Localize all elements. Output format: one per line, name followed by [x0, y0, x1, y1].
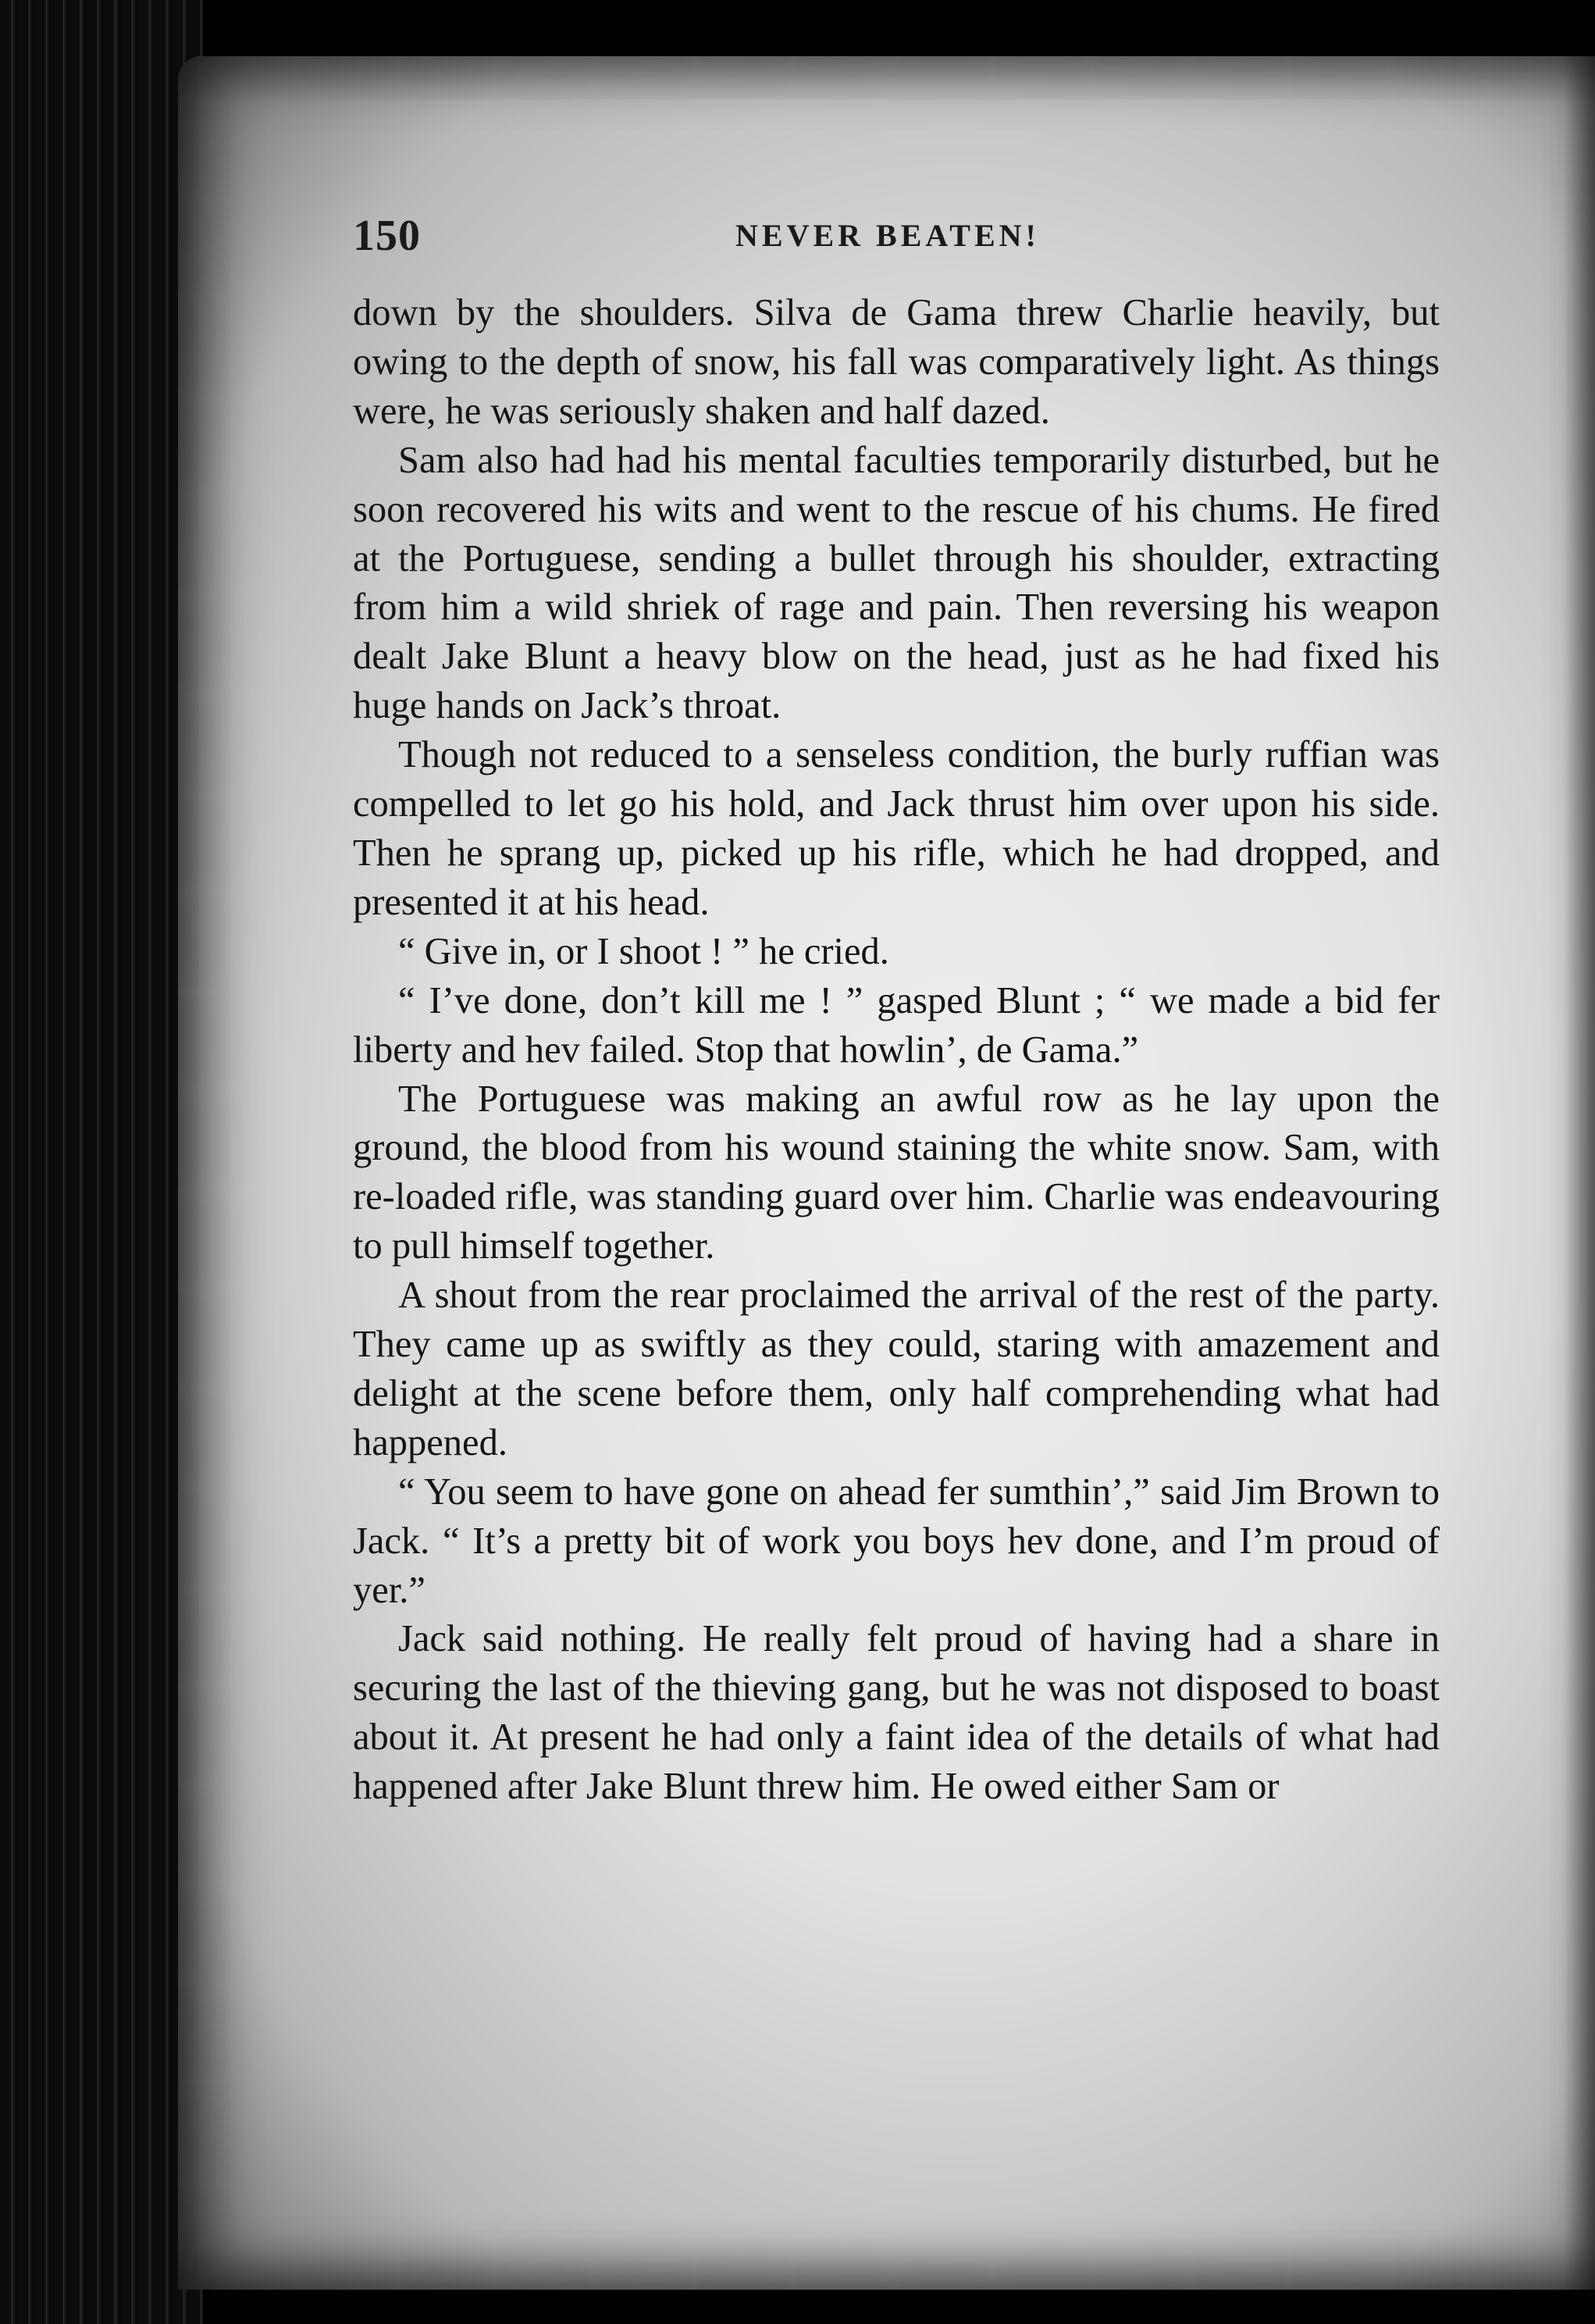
paragraph: Jack said nothing. He really felt proud of having had a share in securing the last of the thieving gang, but he was not disposed to boast about it. At present he had only a faint idea of the details of what had happened after Jake Blunt threw him. He owed either Sam or [353, 1618, 1440, 1808]
paragraph: “ You seem to have gone on ahead fer sumthin’,” said Jim Brown to Jack. “ It’s a pretty bit of work you boys hev done, and I’m proud of yer.” [353, 1470, 1440, 1611]
book-page-edges [0, 0, 203, 2324]
paragraph: A shout from the rear proclaimed the arrival of the rest of the party. They came up as swiftly as they could, staring with amazement and delight at the scene before them, only half comprehending what had happened. [353, 1274, 1440, 1463]
page-gutter-shadow [1564, 56, 1595, 2290]
running-head [353, 211, 1438, 266]
paragraph: Sam also had had his mental faculties temporarily disturbed, but he soon recovered his wits and went to the rescue of his chums. He fired at the Portuguese, sending a bullet through his shoulder, extracting from him a wild shriek of rage and pain. Then reversing his weapon dealt Jake Blunt a heavy blow on the head, just as he had fixed his huge hands on Jack’s throat. [353, 439, 1440, 727]
paragraph: The Portuguese was making an awful row as he lay upon the ground, the blood from his wound staining the white snow. Sam, with re-loaded rifle, was standing guard over him. Charlie was endeavouring to pull himself together. [353, 1078, 1440, 1267]
paragraph: down by the shoulders. Silva de Gama threw Charlie heavily, but owing to the depth of snow, his fall was comparatively light. As things were, he was seriously shaken and half dazed. [353, 292, 1440, 432]
page-number: 150 [353, 212, 421, 260]
body-text [353, 289, 1440, 1812]
paragraph: “ I’ve done, don’t kill me ! ” gasped Blunt ; “ we made a bid fer liberty and hev failed. Stop that howlin’, de Gama.” [353, 979, 1440, 1071]
running-head-title: NEVER BEATEN! [735, 218, 1040, 253]
paragraph: “ Give in, or I shoot ! ” he cried. [398, 930, 889, 972]
paragraph: Though not reduced to a senseless condition, the burly ruffian was compelled to let go his hold, and Jack thrust him over upon his side. Then he sprang up, picked up his rifle, which he had dropped, and presented it at his head. [353, 734, 1440, 923]
